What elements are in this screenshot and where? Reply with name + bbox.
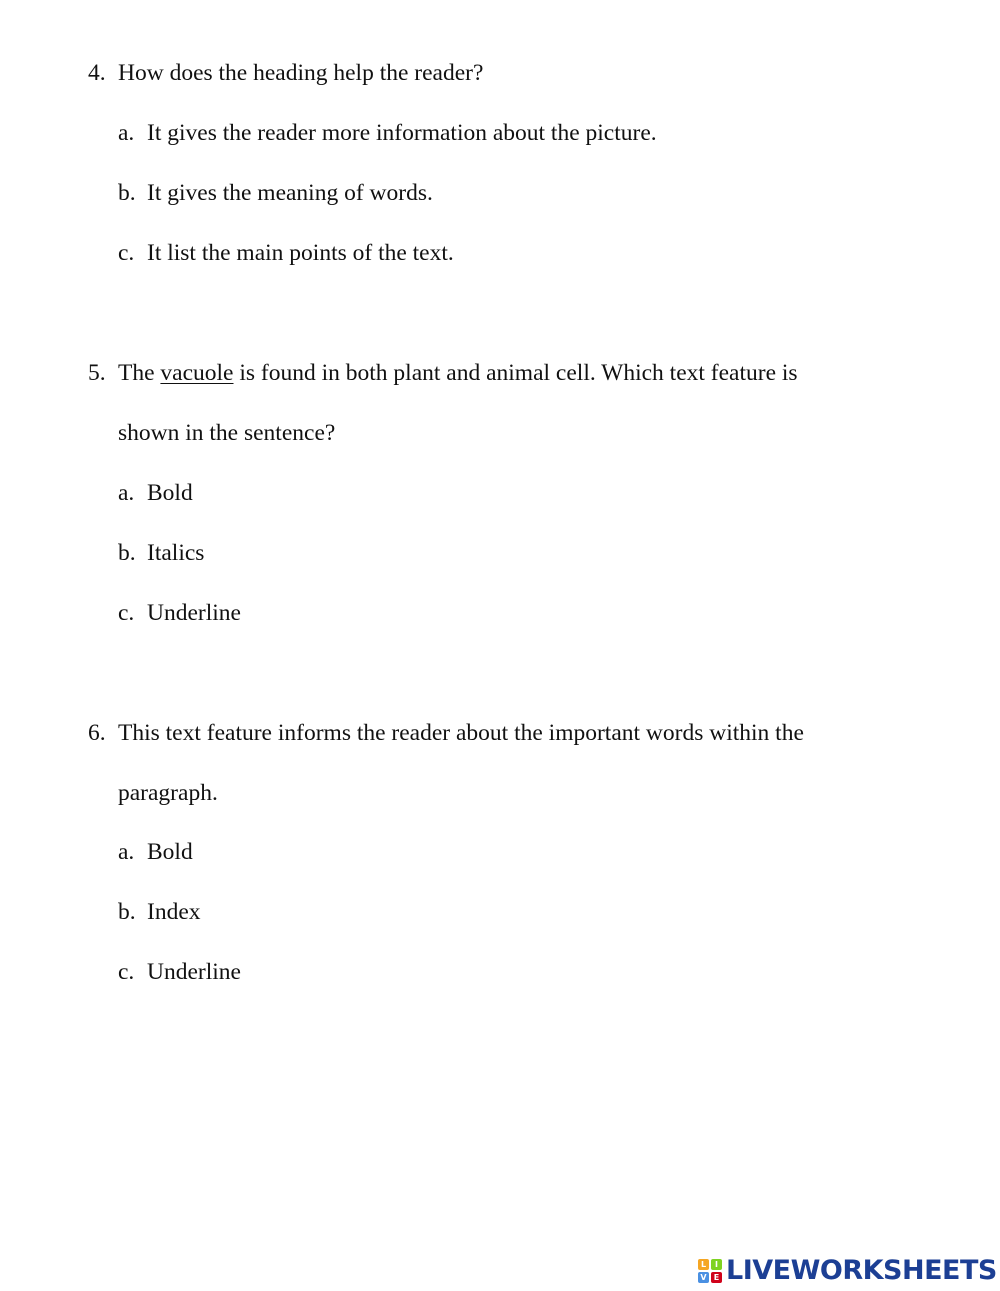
option-letter: a. [118,120,135,146]
option-text: It gives the meaning of words. [147,180,433,206]
option-text: Bold [147,839,193,865]
option-letter: c. [118,600,135,626]
question-text: How does the heading help the reader? [118,60,484,86]
logo-tile: V [698,1272,709,1283]
question-text [118,358,798,388]
option-text: Index [147,899,201,925]
liveworksheets-logo[interactable] [698,1256,997,1286]
logo-tile: E [711,1272,722,1283]
option-letter: c. [118,959,135,985]
option-text: Italics [147,540,205,566]
option-text: Bold [147,480,193,506]
option-letter: c. [118,240,135,266]
logo-tile: L [698,1259,709,1270]
underlined-word: vacuole [160,360,234,386]
brand-name: LIVEWORKSHEETS [726,1255,997,1286]
option-text: It list the main points of the text. [147,240,454,266]
question-text: paragraph. [118,780,218,806]
question-text: shown in the sentence? [118,420,336,446]
question-number: 4. [88,60,106,86]
question-text: This text feature informs the reader about the important words within the [118,720,804,746]
option-letter: b. [118,540,136,566]
question-number: 6. [88,720,106,746]
option-letter: a. [118,839,135,865]
option-letter: a. [118,480,135,506]
option-letter: b. [118,180,136,206]
question-text-start: The [118,360,161,386]
question-number: 5. [88,360,106,386]
logo-tile: I [711,1259,722,1270]
logo-grid-icon [698,1259,722,1283]
option-text: Underline [147,600,241,626]
option-text: Underline [147,959,241,985]
option-text: It gives the reader more information about the picture. [147,120,657,146]
option-letter: b. [118,899,136,925]
question-text-end: is found in both plant and animal cell. Which text feature is [233,360,798,386]
